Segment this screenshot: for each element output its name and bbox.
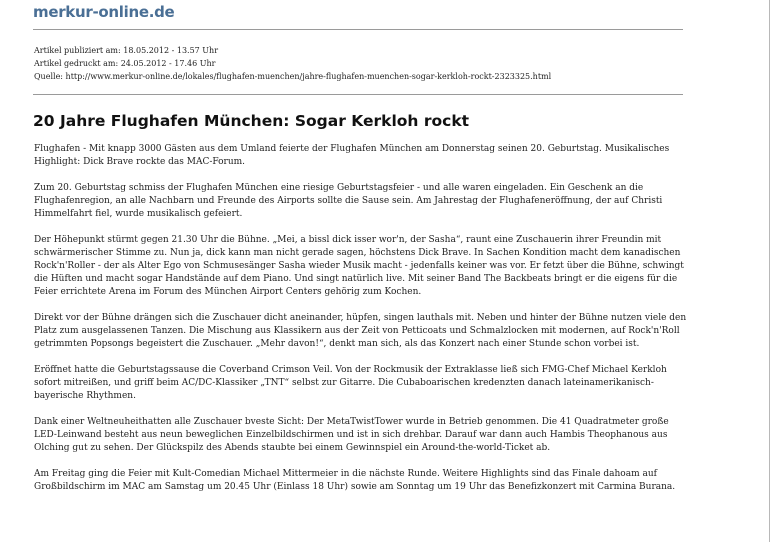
- article-paragraph: Flughafen - Mit knapp 3000 Gästen aus dem Umland feierte der Flughafen München am Donnerstag seinen 20. Geburtstag. Musikalisches Highlight: Dick Brave rockte das MAC-Forum.: [34, 144, 670, 167]
- article-paragraph: Am Freitag ging die Feier mit Kult-Comedian Michael Mittermeier in die nächste Runde. Weitere Highlights sind das Finale dahoam auf Großbildschirm im MAC am Samstag um 20.45 Uhr (Einlass 18 Uhr) sowie am Sonntag um 19 Uhr das Benefizkonzert mit Carmina Burana.: [34, 469, 676, 492]
- article-paragraph: Direkt vor der Bühne drängen sich die Zuschauer dicht aneinander, hüpfen, singen lauthals mit. Neben und hinter der Bühne nutzen viele den Platz zum ausgelassenen Tanzen. Die Mischung aus Klassikern aus der Zeit von Petticoats und Schmalzlocken mit modernen, auf Rock'n'Roll getrimmten Popsongs begeistert die Zuschauer. „Mehr davon!“, denkt man sich, als das Konzert nach einer Stunde schon vorbei ist.: [34, 313, 687, 349]
- page-right-border: [769, 0, 770, 542]
- printed-date: Artikel gedruckt am: 24.05.2012 - 17.46 Uhr: [34, 59, 216, 68]
- article-meta: [34, 44, 551, 83]
- meta-divider: [33, 94, 683, 95]
- source-url: Quelle: http://www.merkur-online.de/lokales/flughafen-muenchen/jahre-flughafen-muenchen-sogar-kerkloh-rockt-2323325.html: [34, 72, 552, 81]
- article-paragraph: Eröffnet hatte die Geburtstagssause die Coverband Crimson Veil. Von der Rockmusik der Extraklasse ließ sich FMG-Chef Michael Kerkloh sofort mitreißen, und griff beim AC/DC-Klassiker „TNT“ selbst zur Gitarre. Die Cubaboarischen kredenzten danach lateinamerikanisch-bayerische Rhythmen.: [34, 365, 667, 401]
- header-divider: [33, 29, 683, 30]
- published-date: Artikel publiziert am: 18.05.2012 - 13.57 Uhr: [34, 46, 219, 55]
- article-paragraph: Der Höhepunkt stürmt gegen 21.30 Uhr die Bühne. „Mei, a bissl dick isser wor'n, der Sasha“, raunt eine Zuschauerin ihrer Freundin mit schwärmerischer Stimme zu. Nun ja, dick kann man nicht gerade sagen, höchstens Dick Brave. In Sachen Kondition macht dem kanadischen Rock'n'Roller - der als Alter Ego von Schmusesänger Sasha wieder Musik macht - jedenfalls keiner was vor. Er fetzt über die Bühne, schwingt die Hüften und macht sogar Handstände auf dem Piano. Und singt natürlich live. Mit seiner Band The Backbeats bringt er die eigens für die Feier errichtete Arena im Forum des München Airport Centers gehörig zum Kochen.: [34, 235, 684, 297]
- article-title: 20 Jahre Flughafen München: Sogar Kerkloh rockt: [33, 112, 470, 130]
- article-body: [34, 143, 694, 507]
- site-logo: merkur-online.de: [33, 3, 175, 21]
- article-paragraph: Dank einer Weltneuheithatten alle Zuschauer bveste Sicht: Der MetaTwistTower wurde in Betrieb genommen. Die 41 Quadratmeter große LED-Leinwand besteht aus neun beweglichen Einzelbildschirmen und ist in sich drehbar. Darauf war dann auch Hambis Theophanous aus Olching gut zu sehen. Der Glückspilz des Abends staubte bei einem Gewinnspiel ein Around-the-world-Ticket ab.: [34, 417, 669, 453]
- article-paragraph: Zum 20. Geburtstag schmiss der Flughafen München eine riesige Geburtstagsfeier - und alle waren eingeladen. Ein Geschenk an die Flughafenregion, an alle Nachbarn und Freunde des Airports sollte die Sause sein. Am Jahrestag der Flughafeneröffnung, der auf Christi Himmelfahrt fiel, wurde musikalisch gefeiert.: [34, 183, 663, 219]
